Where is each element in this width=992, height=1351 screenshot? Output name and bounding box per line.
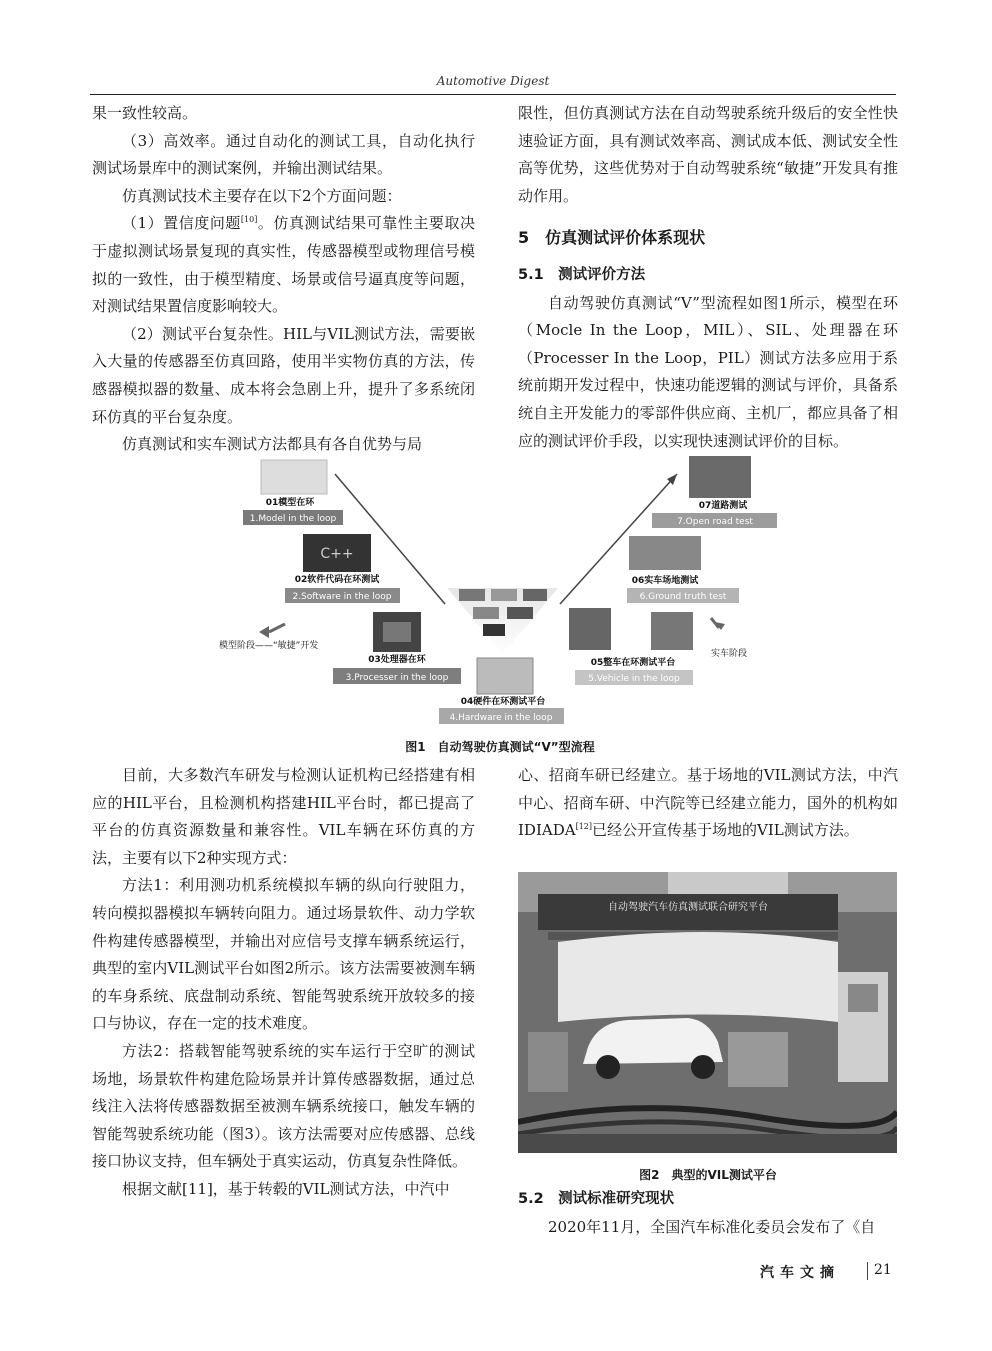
- phase-label-right: 实车阶段: [711, 649, 748, 659]
- road-test-thumbnail: [689, 456, 751, 498]
- stage-label-en: 5.Vehicle in the loop: [588, 674, 680, 684]
- stage-label-en: 2.Software in the loop: [292, 592, 392, 602]
- left-column-top: [92, 100, 475, 459]
- citation: [12]: [575, 822, 592, 832]
- dynamometer-right: [728, 1032, 788, 1087]
- stage-label-cn: 03处理器在环: [368, 655, 426, 665]
- right-column-top: [518, 100, 898, 455]
- header-rule: [90, 94, 896, 95]
- ground-test-thumbnail: [629, 536, 701, 570]
- left-column-bottom: [92, 762, 475, 1204]
- hardware-thumbnail: [477, 658, 533, 694]
- paragraph: 果一致性较高。: [92, 104, 198, 122]
- paragraph: 仿真测试和实车测试方法都具有各自优势与局: [122, 435, 423, 454]
- text: 。仿真测试结果可靠性主要取决于虚拟测试场景复现的真实性，传感器模型或物理信号模拟的一致性，由于模型精度、场景或信号逼真度等问题，对测试结果置信度影响较大。: [92, 214, 475, 316]
- paragraph: 2020年11月，全国汽车标准化委员会发布了《自: [548, 1217, 876, 1236]
- stage-label-cn: 05整车在环测试平台: [590, 658, 676, 668]
- stage-label-cn: 02软件代码在环测试: [294, 575, 380, 585]
- banner-text: 自动驾驶汽车仿真测试联合研究平台: [608, 902, 768, 913]
- subsection-heading: 5.1 测试评价方法: [518, 266, 646, 283]
- paragraph: 方法1：利用测功机系统模拟车辆的纵向行驶阻力，转向模拟器模拟车辆转向阻力。通过场景软件、动力学软件构建传感器模型，并输出对应信号支撑车辆系统运行，典型的室内VIL测试平台如图2所示。该方法需要被测车辆的车身系统、底盘制动系统、智能驾驶系统开放较多的接口与协议，存在一定的技术难度。: [92, 876, 475, 1033]
- v-diagram: [215, 452, 785, 734]
- paragraph: 自动驾驶仿真测试“V”型流程如图1所示，模型在环（Mocle In the Loop，MIL）、SIL、处理器在环（Processer In the Loop，PIL）测试方法多应用于系统前期开发过程中，快速功能逻辑的测试与评价，具备系统自主开发能力的零部件供应商、主机厂，都应具备了相应的测试评价手段，以实现快速测试评价的目标。: [518, 293, 898, 450]
- figure1-caption: 图1 自动驾驶仿真测试“V”型流程: [405, 740, 595, 754]
- stage-label-en: 3.Processer in the loop: [345, 673, 449, 683]
- vehicle-loop-thumbnail-a: [569, 608, 611, 650]
- text: （1）置信度问题: [122, 214, 241, 233]
- phase-label-left: 模型阶段——“敏捷”开发: [219, 641, 319, 651]
- stage-label-en: 7.Open road test: [677, 517, 753, 527]
- text: 心、招商车研已经建立。基于场地的VIL测试方法，中汽中心、招商车研、中汽院等已经建立能力，国外的机构如IDIADA: [518, 766, 898, 840]
- paragraph: （2）测试平台复杂性。HIL与VIL测试方法，需要嵌入大量的传感器至仿真回路，使用半实物仿真的方法，传感器模拟器的数量、成本将会急剧上升，提升了多系统闭环仿真的平台复杂度。: [92, 324, 475, 426]
- subsection-heading: 5.2 测试标准研究现状: [518, 1191, 675, 1207]
- journal-name: 汽车文摘: [760, 1265, 840, 1281]
- stage-label-en: 4.Hardware in the loop: [449, 713, 553, 723]
- footer-divider: [867, 1262, 868, 1280]
- vil-platform-illustration: [518, 872, 897, 1153]
- paragraph: 目前，大多数汽车研发与检测认证机构已经搭建有相应的HIL平台，且检测机构搭建HIL平台时，都已提高了平台的仿真资源数量和兼容性。VIL车辆在环仿真的方法，主要有以下2种实现方式：: [92, 766, 475, 867]
- vehicle-loop-thumbnail-b: [651, 612, 693, 650]
- paragraph: 仿真测试技术主要存在以下2个方面问题：: [122, 186, 402, 205]
- model-thumbnail: [261, 460, 327, 494]
- page-number: 21: [874, 1262, 892, 1278]
- svg-text:C++: C++: [320, 546, 354, 562]
- right-column-bottom-text: [518, 762, 898, 845]
- citation: [10]: [240, 215, 258, 225]
- paragraph: 限性，但仿真测试方法在自动驾驶系统升级后的安全性快速验证方面，具有测试效率高、测试成本低、测试安全性高等优势，这些优势对于自动驾驶系统“敏捷”开发具有推动作用。: [518, 104, 898, 205]
- paragraph: [92, 210, 475, 320]
- paragraph: 方法2：搭载智能驾驶系统的实车运行于空旷的测试场地，场景软件构建危险场景并计算传感器数据，通过总线注入法将传感器数据至被测车辆系统接口，触发车辆的智能驾驶系统功能（图3）。该方法需要对应传感器、总线接口协议支持，但车辆处于真实运动，仿真复杂性降低。: [92, 1041, 475, 1171]
- paragraph: [518, 762, 898, 845]
- stage-label-cn: 04硬件在环测试平台: [460, 697, 546, 707]
- running-header: Automotive Digest: [436, 74, 550, 88]
- right-column-bottom-tail: [518, 1186, 898, 1241]
- stage-label-en: 1.Model in the loop: [249, 514, 337, 524]
- paragraph: （3）高效率。通过自动化的测试工具，自动化执行测试场景库中的测试案例，并输出测试结果。: [92, 131, 475, 178]
- stage-label-en: 6.Ground truth test: [639, 592, 727, 602]
- dynamometer-left: [528, 1032, 568, 1092]
- stage-label-cn: 07道路测试: [698, 501, 748, 511]
- figure-vil-platform-photo: [518, 872, 897, 1153]
- section-heading: 5 仿真测试评价体系现状: [518, 228, 706, 248]
- projection-screen: [558, 932, 838, 1022]
- stage-label-cn: 01模型在环: [265, 498, 315, 508]
- text: 已经公开宣传基于场地的VIL测试方法。: [592, 821, 859, 840]
- paragraph: 根据文献[11]，基于转毂的VIL测试方法，中汽中: [122, 1179, 450, 1198]
- figure2-caption: 图2 典型的VIL测试平台: [639, 1168, 777, 1182]
- figure-v-process: [215, 452, 785, 734]
- arrow-left-icon: [259, 626, 269, 638]
- stage-label-cn: 06实车场地测试: [631, 576, 699, 586]
